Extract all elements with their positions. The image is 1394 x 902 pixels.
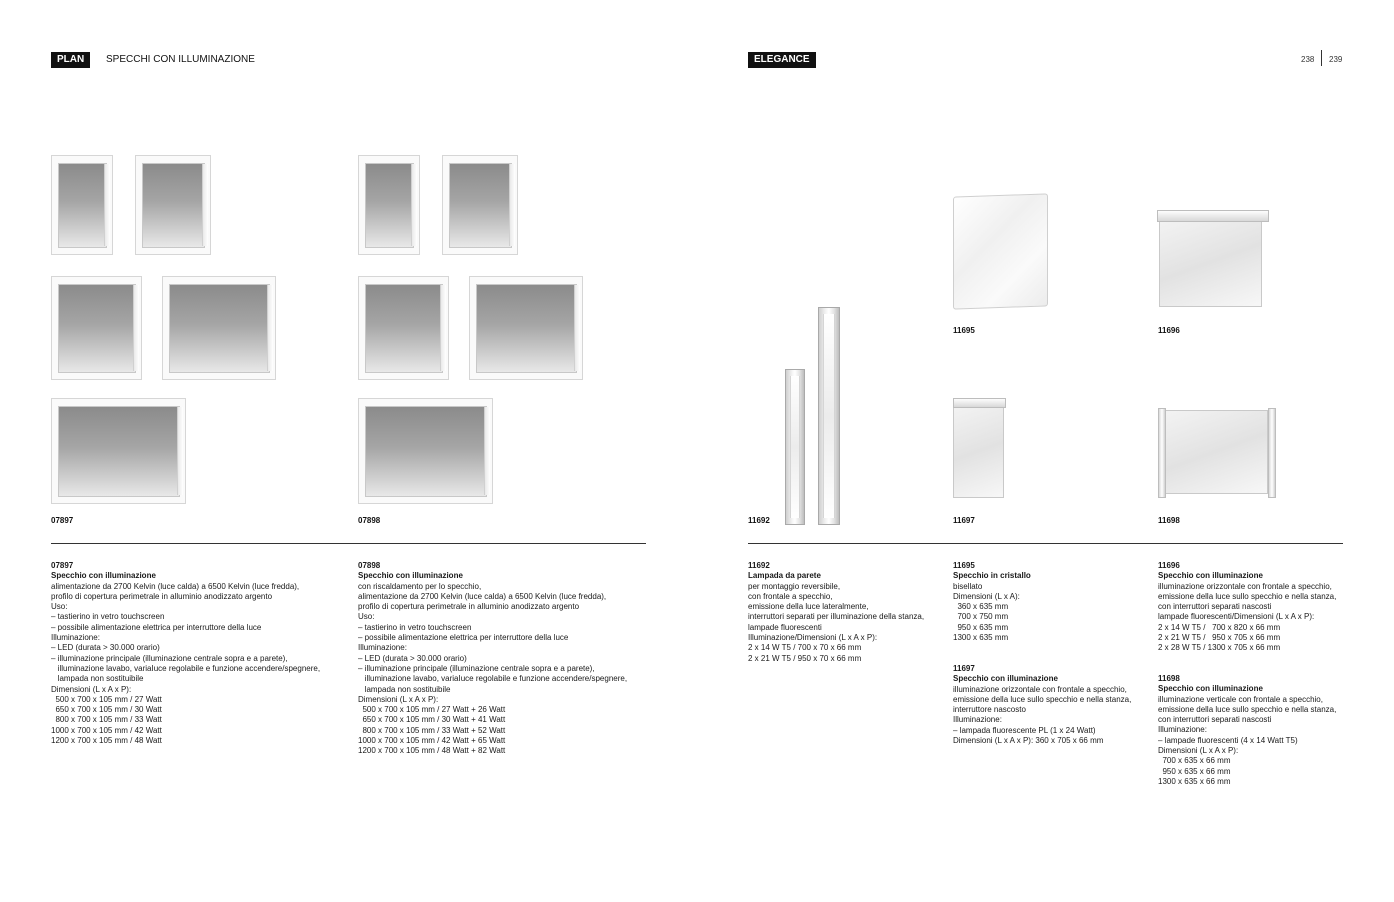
description-line: – illuminazione principale (illuminazione centrale sopra e a parete), xyxy=(51,653,288,663)
description-line: 650 x 700 x 105 mm / 30 Watt xyxy=(51,705,162,715)
divider-right xyxy=(748,543,1343,544)
description-line: illuminazione orizzontale con frontale a specchio, xyxy=(1158,581,1332,591)
product-code: 11695 xyxy=(953,561,975,570)
description-line: Illuminazione: xyxy=(51,633,100,643)
mirror-image-07897-500 xyxy=(51,155,113,255)
description-line: Illuminazione: xyxy=(358,643,407,653)
description-line: 1000 x 700 x 105 mm / 42 Watt xyxy=(51,725,162,735)
description-line: Dimensioni (L x A x P): xyxy=(1158,746,1239,756)
description-line: 950 x 635 x 66 mm xyxy=(1158,766,1231,776)
page-number-left: 238 xyxy=(1301,55,1315,64)
mirror-11696-light-bar xyxy=(1157,210,1269,222)
description-line: 2 x 14 W T5 / 700 x 70 x 66 mm xyxy=(748,643,862,653)
product-description-11698 xyxy=(1158,674,1358,787)
product-title: Specchio con illuminazione xyxy=(51,571,156,581)
figure-label-07898: 07898 xyxy=(358,516,381,525)
description-line: lampada non sostituibile xyxy=(51,674,144,684)
mirror-11698-light-right xyxy=(1268,408,1276,498)
description-line: Illuminazione/Dimensioni (L x A x P): xyxy=(748,633,878,643)
figure-label-11692: 11692 xyxy=(748,516,770,525)
description-line: – tastierino in vetro touchscreen xyxy=(358,622,472,632)
description-line: illuminazione orizzontale con frontale a specchio, xyxy=(953,684,1127,694)
description-line: Dimensioni (L x A x P): xyxy=(358,694,439,704)
figure-label-11696: 11696 xyxy=(1158,326,1180,335)
mirror-image-07898-1000 xyxy=(469,276,583,380)
wall-lamp-image-small xyxy=(785,369,805,525)
description-line: 800 x 700 x 105 mm / 33 Watt xyxy=(51,715,162,725)
description-line: 2 x 21 W T5 / 950 x 705 x 66 mm xyxy=(1158,633,1281,643)
product-code: 11698 xyxy=(1158,674,1180,683)
description-line: 500 x 700 x 105 mm / 27 Watt + 26 Watt xyxy=(358,705,506,715)
product-description-11696 xyxy=(1158,561,1358,654)
mirror-11698-image xyxy=(1163,410,1268,494)
description-line: emissione della luce sullo specchio e nella stanza, xyxy=(1158,591,1337,601)
description-line: – LED (durata > 30.000 orario) xyxy=(51,643,160,653)
description-line: 500 x 700 x 105 mm / 27 Watt xyxy=(51,694,162,704)
description-line: 700 x 635 x 66 mm xyxy=(1158,756,1231,766)
description-line: – illuminazione principale (illuminazione centrale sopra e a parete), xyxy=(358,663,595,673)
description-line: emissione della luce sullo specchio e nella stanza, xyxy=(1158,704,1337,714)
divider-left xyxy=(51,543,646,544)
wall-lamp-image-large xyxy=(818,307,840,525)
mirror-11697-image xyxy=(953,405,1004,498)
product-description-11695 xyxy=(953,561,1153,643)
description-line: – lampada fluorescente PL (1 x 24 Watt) xyxy=(953,725,1096,735)
figure-label-07897: 07897 xyxy=(51,516,74,525)
product-description-11697 xyxy=(953,664,1153,746)
description-line: per montaggio reversibile, xyxy=(748,581,841,591)
description-line: illuminazione verticale con frontale a specchio, xyxy=(1158,694,1323,704)
description-line: 2 x 14 W T5 / 700 x 820 x 66 mm xyxy=(1158,622,1281,632)
description-line: – tastierino in vetro touchscreen xyxy=(51,612,165,622)
description-line: – possibile alimentazione elettrica per interruttore della luce xyxy=(51,622,262,632)
description-line: 2 x 21 W T5 / 950 x 70 x 66 mm xyxy=(748,653,862,663)
description-line: Uso: xyxy=(358,612,375,622)
description-line: 800 x 700 x 105 mm / 33 Watt + 52 Watt xyxy=(358,725,506,735)
description-line: 650 x 700 x 105 mm / 30 Watt + 41 Watt xyxy=(358,715,506,725)
product-title: Lampada da parete xyxy=(748,571,821,581)
description-line: – lampade fluorescenti (4 x 14 Watt T5) xyxy=(1158,735,1298,745)
description-line: Illuminazione: xyxy=(1158,725,1207,735)
description-line: – possibile alimentazione elettrica per interruttore della luce xyxy=(358,633,569,643)
mirror-image-07897-800 xyxy=(51,276,142,380)
description-line: – LED (durata > 30.000 orario) xyxy=(358,653,467,663)
description-line: 700 x 750 mm xyxy=(953,612,1009,622)
description-line: con frontale a specchio, xyxy=(748,591,833,601)
figure-label-11697: 11697 xyxy=(953,516,975,525)
mirror-image-07897-1200 xyxy=(51,398,186,504)
mirror-image-07898-500 xyxy=(358,155,420,255)
product-code: 11696 xyxy=(1158,561,1180,570)
product-description-07897 xyxy=(51,561,351,746)
product-description-11692 xyxy=(748,561,948,664)
description-line: illuminazione lavabo, variaIuce regolabile e funzione accendere/spegnere, xyxy=(51,663,321,673)
description-line: 950 x 635 mm xyxy=(953,622,1009,632)
description-line: 1200 x 700 x 105 mm / 48 Watt xyxy=(51,736,162,746)
description-line: con interruttori separati nascosti xyxy=(1158,715,1272,725)
product-code: 11692 xyxy=(748,561,770,570)
mirror-image-07898-1200 xyxy=(358,398,493,504)
product-title: Specchio con illuminazione xyxy=(1158,571,1263,581)
description-line: interruttore nascosto xyxy=(953,705,1026,715)
section-title: SPECCHI CON ILLUMINAZIONE xyxy=(106,54,255,65)
product-code: 07897 xyxy=(51,561,74,570)
description-line: alimentazione da 2700 Kelvin (luce calda) a 6500 Kelvin (luce fredda), xyxy=(358,591,607,601)
mirror-image-07897-1000 xyxy=(162,276,276,380)
description-line: lampada non sostituibile xyxy=(358,684,451,694)
description-line: Dimensioni (L x A): xyxy=(953,591,1020,601)
product-description-07898 xyxy=(358,561,658,757)
series-badge-plan: PLAN xyxy=(51,52,90,68)
description-line: alimentazione da 2700 Kelvin (luce calda) a 6500 Kelvin (luce fredda), xyxy=(51,581,300,591)
product-code: 07898 xyxy=(358,561,381,570)
description-line: Dimensioni (L x A x P): 360 x 705 x 66 mm xyxy=(953,736,1104,746)
description-line: 360 x 635 mm xyxy=(953,602,1009,612)
description-line: lampade fluorescenti/Dimensioni (L x A x P): xyxy=(1158,612,1315,622)
description-line: 1300 x 635 x 66 mm xyxy=(1158,776,1231,786)
mirror-11696-image xyxy=(1159,218,1262,307)
description-line: interruttori separati per illuminazione della stanza, xyxy=(748,612,925,622)
description-line: bisellato xyxy=(953,581,983,591)
page-number-separator xyxy=(1321,50,1322,66)
description-line: profilo di copertura perimetrale in alluminio anodizzato argento xyxy=(51,591,273,601)
description-line: con riscaldamento per lo specchio, xyxy=(358,581,482,591)
figure-label-11698: 11698 xyxy=(1158,516,1180,525)
product-title: Specchio con illuminazione xyxy=(358,571,463,581)
product-title: Specchio in cristallo xyxy=(953,571,1031,581)
series-badge-elegance: ELEGANCE xyxy=(748,52,816,68)
description-line: 2 x 28 W T5 / 1300 x 705 x 66 mm xyxy=(1158,643,1281,653)
description-line: Dimensioni (L x A x P): xyxy=(51,684,132,694)
mirror-11698-light-left xyxy=(1158,408,1166,498)
description-line: Illuminazione: xyxy=(953,715,1002,725)
mirror-11697-light-bar xyxy=(953,398,1006,408)
page-number-right: 239 xyxy=(1329,55,1343,64)
description-line: Uso: xyxy=(51,602,68,612)
description-line: con interruttori separati nascosti xyxy=(1158,602,1272,612)
description-line: profilo di copertura perimetrale in alluminio anodizzato argento xyxy=(358,602,580,612)
product-code: 11697 xyxy=(953,664,975,673)
description-line: 1300 x 635 mm xyxy=(953,633,1009,643)
description-line: emissione della luce sullo specchio e nella stanza, xyxy=(953,694,1132,704)
mirror-image-07898-650 xyxy=(442,155,518,255)
mirror-image-07898-800 xyxy=(358,276,449,380)
description-line: illuminazione lavabo, variaIuce regolabile e funzione accendere/spegnere, xyxy=(358,674,628,684)
description-line: 1200 x 700 x 105 mm / 48 Watt + 82 Watt xyxy=(358,746,506,756)
crystal-mirror-image xyxy=(953,193,1048,309)
description-line: emissione della luce lateralmente, xyxy=(748,602,869,612)
product-title: Specchio con illuminazione xyxy=(953,674,1058,684)
figure-label-11695: 11695 xyxy=(953,326,975,335)
product-title: Specchio con illuminazione xyxy=(1158,684,1263,694)
mirror-image-07897-650 xyxy=(135,155,211,255)
description-line: lampade fluorescenti xyxy=(748,622,822,632)
description-line: 1000 x 700 x 105 mm / 42 Watt + 65 Watt xyxy=(358,736,506,746)
